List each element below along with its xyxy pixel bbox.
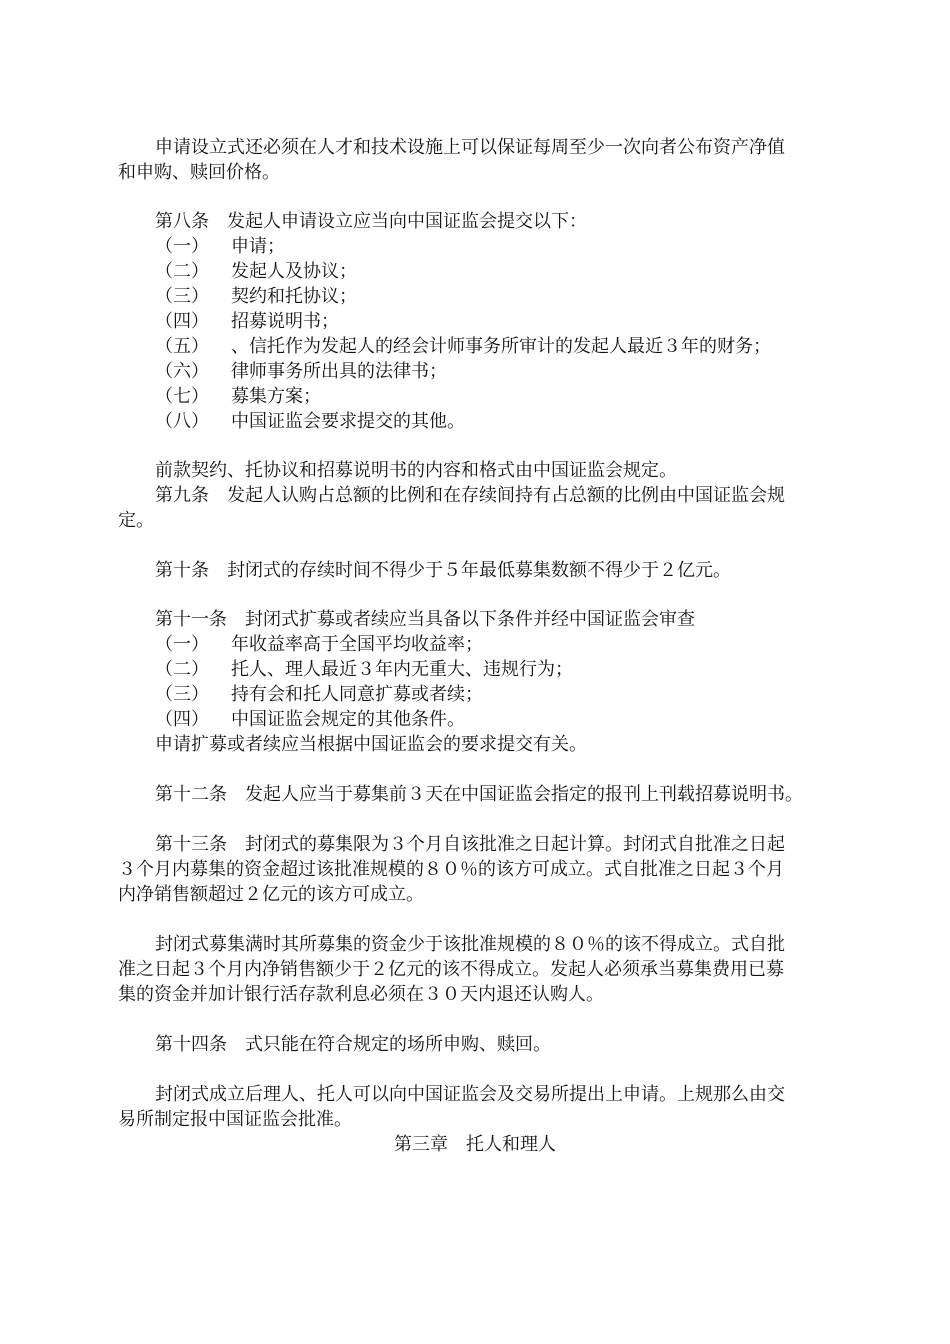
paragraph-line: 申请扩募或者续应当根据中国证监会的要求提交有关。 [155,734,587,755]
list-item [155,385,321,410]
paragraph-line: 和申购、赎回价格。 [118,162,280,183]
list-item [155,633,483,658]
list-item [155,410,465,435]
list-marker: （七） [155,386,209,407]
list-item-text: 招募说明书； [231,311,339,332]
list-marker: （三） [155,684,209,705]
list-item-text: 持有会和托人同意扩募或者续； [231,684,483,705]
list-marker: （二） [155,261,209,282]
list-marker: （四） [155,709,209,730]
paragraph-line: 易所制定报中国证监会批准。 [118,1109,352,1130]
article-14: 第十四条 式只能在符合规定的场所申购、赎回。 [155,1034,551,1055]
list-item-text: 契约和托协议； [231,286,357,307]
list-item-text: 中国证监会规定的其他条件。 [231,709,465,730]
list-marker: （八） [155,411,209,432]
article-9-line: 定。 [118,510,154,531]
article-10: 第十条 封闭式的存续时间不得少于５年最低募集数额不得少于２亿元。 [155,560,731,581]
list-item [155,260,357,285]
paragraph-line: 申请设立式还必须在人才和技术设施上可以保证每周至少一次向者公布资产净值 [155,137,785,158]
list-item [155,360,447,385]
list-marker: （二） [155,659,209,680]
list-item [155,335,771,360]
list-marker: （一） [155,634,209,655]
list-item-text: 中国证监会要求提交的其他。 [231,411,465,432]
article-11-title: 第十一条 封闭式扩募或者续应当具备以下条件并经中国证监会审查 [155,609,695,630]
list-item-text: 律师事务所出具的法律书； [231,361,447,382]
list-item [155,285,357,310]
list-item-text: 托人、理人最近３年内无重大、违规行为； [231,659,573,680]
article-8-title: 第八条 发起人申请设立应当向中国证监会提交以下： [155,211,587,232]
list-marker: （四） [155,311,209,332]
article-13-line: 第十三条 封闭式的募集限为３个月自该批准之日起计算。封闭式自批准之日起 [155,834,785,855]
paragraph-line: 前款契约、托协议和招募说明书的内容和格式由中国证监会规定。 [155,460,677,481]
paragraph-line: 准之日起３个月内净销售额少于２亿元的该不得成立。发起人必须承当募集费用已募 [118,959,784,980]
list-item [155,708,465,733]
list-item [155,310,339,335]
list-item-text: 、信托作为发起人的经会计师事务所审计的发起人最近３年的财务； [231,336,771,357]
list-item-text: 年收益率高于全国平均收益率； [231,634,483,655]
article-9-line: 第九条 发起人认购占总额的比例和在存续间持有占总额的比例由中国证监会规 [155,485,785,506]
list-item-text: 申请； [231,236,285,257]
list-marker: （五） [155,336,209,357]
list-item [155,683,483,708]
paragraph-line: 封闭式成立后理人、托人可以向中国证监会及交易所提出上申请。上规那么由交 [155,1084,785,1105]
list-marker: （三） [155,286,209,307]
list-marker: （一） [155,236,209,257]
list-item-text: 发起人及协议； [231,261,357,282]
article-13-line: 内净销售额超过２亿元的该方可成立。 [118,884,424,905]
article-12: 第十二条 发起人应当于募集前３天在中国证监会指定的报刊上刊载招募说明书。 [155,784,803,805]
list-item [155,658,573,683]
list-marker: （六） [155,361,209,382]
article-13-line: ３个月内募集的资金超过该批准规模的８０％的该方可成立。式自批准之日起３个月 [118,859,784,880]
paragraph-line: 集的资金并加计银行活存款利息必须在３０天内退还认购人。 [118,984,604,1005]
paragraph-line: 封闭式募集满时其所募集的资金少于该批准规模的８０％的该不得成立。式自批 [155,934,785,955]
list-item-text: 募集方案； [231,386,321,407]
chapter-heading: 第三章 托人和理人 [394,1134,556,1155]
list-item [155,235,285,260]
